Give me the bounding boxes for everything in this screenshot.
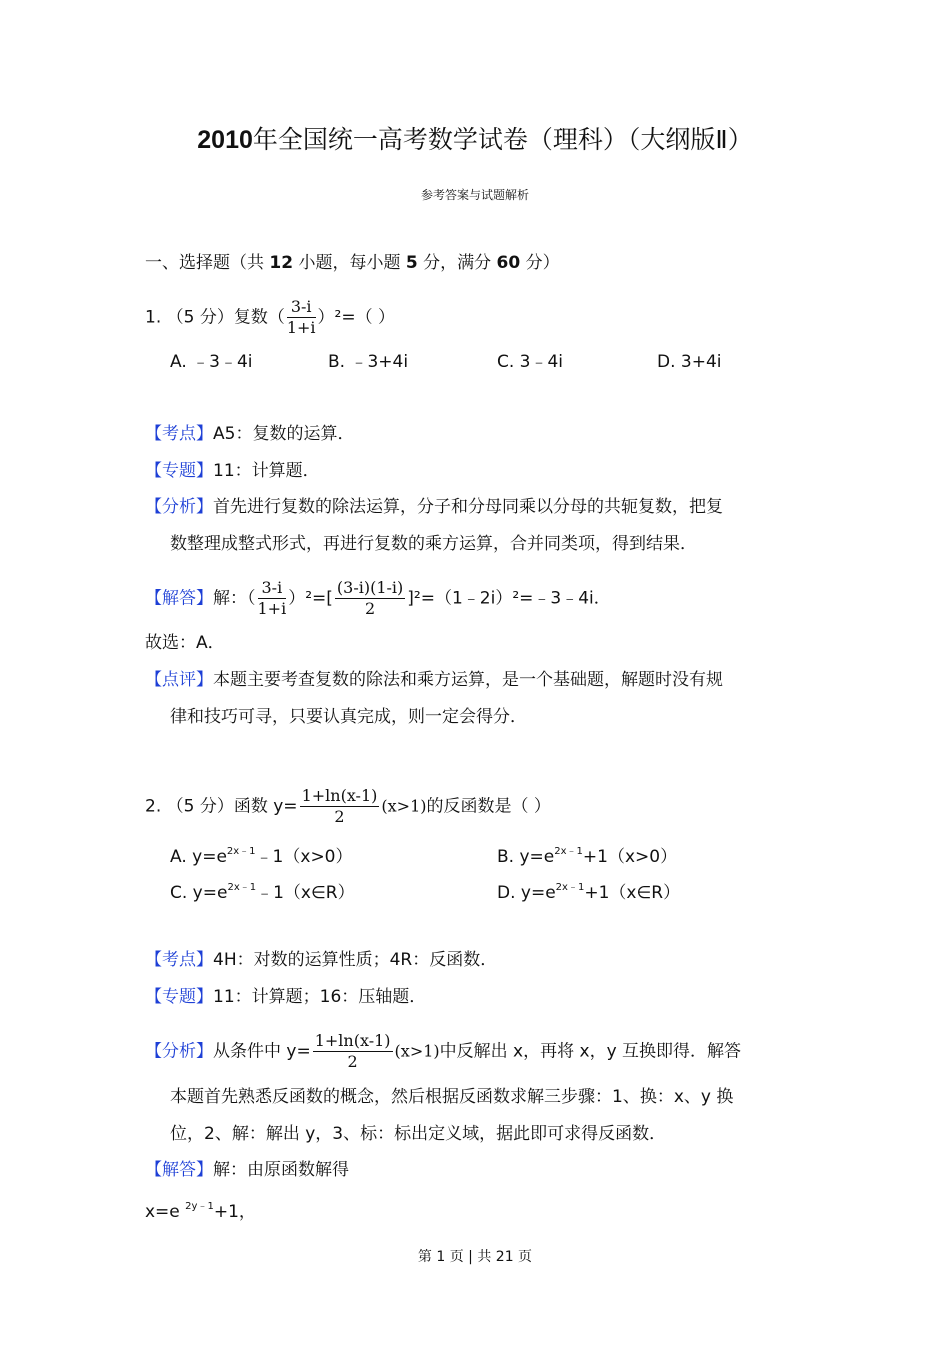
q2-kaodian: 【考点】4H：对数的运算性质；4R：反函数．	[145, 950, 498, 970]
q1-dianping-cont: 律和技巧可寻，只要认真完成，则一定会得分．	[170, 707, 527, 727]
question-1-stem: 1. （5 分）复数（ $\frac{3-i}{1+i}$ ）²=（ ）	[145, 297, 396, 337]
option-c: C. $y=e^{2x﹣1}﹣1(x\in R)$	[170, 882, 355, 903]
section-heading: 一、选择题（共 12 小题，每小题 5 分，满分 60 分）	[145, 253, 560, 273]
q1-fenxi: 【分析】首先进行复数的除法运算，分子和分母同乘以分母的共轭复数，把复	[145, 497, 723, 517]
option-d: D. $y=e^{2x﹣1}+1(x\in R)$	[497, 882, 681, 903]
option-d: D. 3+4i	[657, 352, 722, 372]
page-footer: 第 1 页 | 共 21 页	[417, 1249, 533, 1265]
fraction: $\frac{3-i}{1+i}$	[257, 578, 287, 618]
q2-jieda-formula: x=e $^{2y﹣1}$+1，	[145, 1201, 256, 1222]
fraction: $\frac{(3-i)(1-i)}{2}$	[336, 578, 404, 618]
q2-fenxi: 【分析】从条件中 y= $\frac{1+\ln(x-1)}{2}$ (x>1)中反解出 x，再将 x，y 互换即得．解答	[145, 1031, 742, 1071]
q2-jieda: 【解答】解：由原函数解得	[145, 1160, 349, 1180]
option-c: C. 3﹣4i	[497, 352, 564, 372]
q1-answer: 故选：A．	[145, 633, 225, 653]
question-2-options-row1	[0, 837, 950, 867]
fraction: $\frac{1+\ln(x-1)}{2}$	[301, 786, 378, 826]
option-a: A. $y=e^{2x﹣1}﹣1(x>0)$	[170, 846, 353, 867]
fraction: $\frac{3-i}{1+i}$	[286, 297, 316, 337]
question-2-stem: 2. （5 分）函数 y= $\frac{1+\ln(x-1)}{2}$ (x>1)的反函数是（ ）	[145, 786, 551, 826]
fraction: $\frac{1+\ln(x-1)}{2}$	[314, 1031, 391, 1071]
q1-zhuanti: 【专题】11：计算题．	[145, 461, 320, 481]
q2-fenxi-cont: 本题首先熟悉反函数的概念，然后根据反函数求解三步骤：1、换：x、y 换	[170, 1087, 734, 1107]
subtitle: 参考答案与试题解析	[420, 188, 529, 202]
q1-kaodian: 【考点】A5：复数的运算．	[145, 424, 355, 444]
page-title: 2010年全国统一高考数学试卷（理科）（大纲版Ⅱ）	[197, 125, 753, 154]
question-1-options	[0, 347, 950, 377]
option-a: A. ﹣3﹣4i	[170, 352, 253, 372]
q1-fenxi-cont: 数整理成整式形式，再进行复数的乘方运算，合并同类项，得到结果．	[170, 534, 697, 554]
q2-fenxi-cont: 位，2、解：解出 y，3、标：标出定义域，据此即可求得反函数．	[170, 1124, 667, 1144]
q1-dianping: 【点评】本题主要考查复数的除法和乘方运算，是一个基础题，解题时没有规	[145, 670, 723, 690]
option-b: B. $y=e^{2x﹣1}+1(x>0)$	[497, 846, 678, 867]
q2-zhuanti: 【专题】11：计算题；16：压轴题．	[145, 987, 427, 1007]
option-b: B. ﹣3+4i	[328, 352, 409, 372]
question-2-options-row2	[0, 873, 950, 903]
q1-jieda: 【解答】解：（ $\frac{3-i}{1+i}$ ）²=[ $\frac{(3-i)(1-i)}{2}$ ]²=（1﹣2i）²=﹣3﹣4i．	[145, 578, 611, 618]
